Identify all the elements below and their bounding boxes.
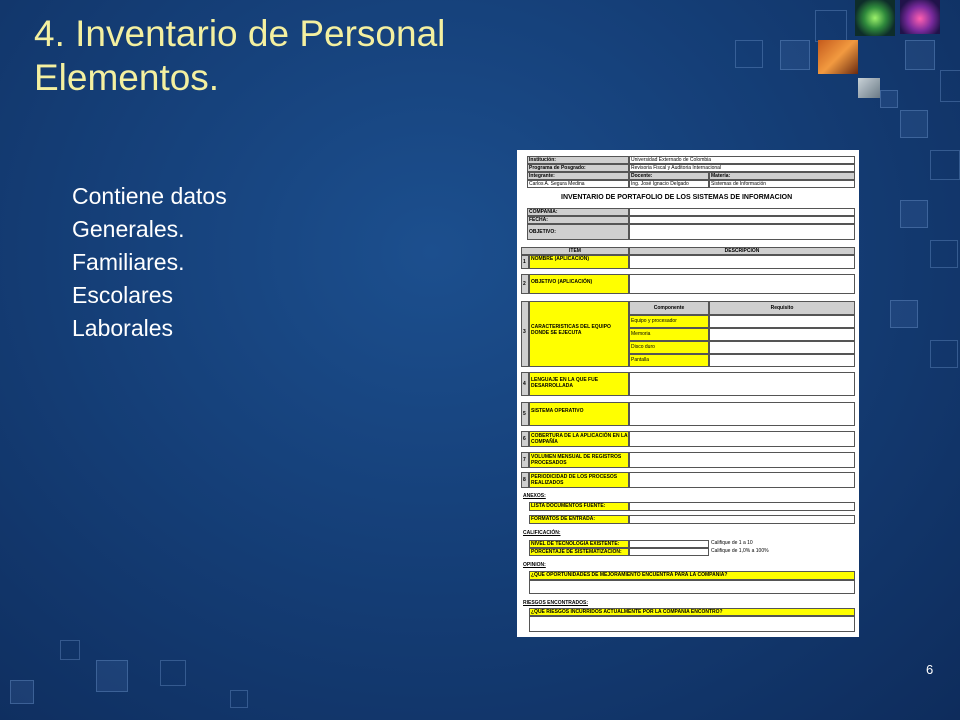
opinion-field bbox=[529, 580, 855, 594]
label-compania: COMPAÑÍA: bbox=[527, 208, 629, 216]
nivel-tec-note: Califique de 1 a 10 bbox=[711, 540, 753, 546]
item-field bbox=[629, 372, 855, 396]
decorative-photo-keyboard bbox=[818, 40, 858, 74]
deco-square bbox=[780, 40, 810, 70]
calificacion-label: CALIFICACIÓN: bbox=[523, 530, 561, 536]
lista-docs-field bbox=[629, 502, 855, 511]
item-field bbox=[629, 274, 855, 294]
value-integrante: Carlos A. Segura Medina bbox=[527, 180, 629, 188]
deco-square bbox=[890, 300, 918, 328]
deco-square bbox=[96, 660, 128, 692]
requisito-field bbox=[709, 341, 855, 354]
item-label: SISTEMA OPERATIVO bbox=[529, 402, 629, 426]
label-institucion: Institución: bbox=[527, 156, 629, 164]
bullet-list bbox=[72, 180, 227, 345]
item-label bbox=[529, 301, 629, 367]
item-label: NOMBRE (APLICACIÓN) bbox=[529, 255, 629, 269]
deco-square bbox=[880, 90, 898, 108]
item-label-line: COBERTURA DE LA APLICACIÓN EN LA bbox=[531, 433, 628, 439]
anexos-label: ANEXOS: bbox=[523, 493, 546, 499]
riesgos-question: ¿QUE RIESGOS INCURRIDOS ACTUALMENTE POR LA COMPAÑÍA ENCONTRO? bbox=[529, 608, 855, 616]
riesgos-label: RIESGOS ENCONTRADOS: bbox=[523, 600, 589, 606]
deco-square bbox=[930, 340, 958, 368]
item-number: 2 bbox=[521, 274, 529, 294]
label-fecha: FECHA: bbox=[527, 216, 629, 224]
deco-square bbox=[930, 150, 960, 180]
item-field bbox=[629, 472, 855, 488]
header-item: ITEM bbox=[521, 247, 629, 255]
field-compania bbox=[629, 208, 855, 216]
deco-square bbox=[900, 110, 928, 138]
label-objetivo: OBJETIVO: bbox=[527, 224, 629, 240]
component-label: Equipo y procesador bbox=[629, 315, 709, 328]
component-label: Memoria bbox=[629, 328, 709, 341]
value-institucion: Universidad Externado de Colombia bbox=[629, 156, 855, 164]
opinion-question: ¿QUE OPORTUNIDADES DE MEJORAMIENTO ENCUENTRA PARA LA COMPAÑÍA? bbox=[529, 571, 855, 580]
bullet-item: Contiene datos bbox=[72, 183, 227, 209]
item-label: OBJETIVO (APLICACIÓN) bbox=[529, 274, 629, 294]
item-label-line: PROCESADOS bbox=[531, 460, 567, 466]
item-label bbox=[529, 452, 629, 468]
porcentaje-field bbox=[629, 548, 709, 556]
item-label-line: DESARROLLADA bbox=[531, 383, 573, 389]
nivel-tec-field bbox=[629, 540, 709, 548]
deco-square bbox=[160, 660, 186, 686]
value-programa: Revisoria Fiscal y Auditoria Internacional bbox=[629, 164, 855, 172]
deco-square bbox=[735, 40, 763, 68]
formatos-field bbox=[629, 515, 855, 524]
item-field bbox=[629, 255, 855, 269]
bullet-item: Laborales bbox=[72, 315, 174, 341]
label-programa: Programa de Posgrado: bbox=[527, 164, 629, 172]
riesgos-field bbox=[529, 616, 855, 632]
item-number: 6 bbox=[521, 431, 529, 447]
label-integrante: Integrante: bbox=[527, 172, 629, 180]
item-label-line: CARACTERISTICAS DEL EQUIPO bbox=[531, 324, 611, 330]
deco-square bbox=[905, 40, 935, 70]
opinion-label: OPINION: bbox=[523, 562, 546, 568]
component-label: Pantalla bbox=[629, 354, 709, 367]
item-number: 3 bbox=[521, 301, 529, 367]
item-number: 5 bbox=[521, 402, 529, 426]
deco-square bbox=[900, 200, 928, 228]
item-label-line: REALIZADOS bbox=[531, 480, 564, 486]
formatos-label: FORMATOS DE ENTRADA: bbox=[529, 515, 629, 524]
label-materia: Materia: bbox=[709, 172, 855, 180]
item-field bbox=[629, 452, 855, 468]
requisito-field bbox=[709, 328, 855, 341]
bullet-item: Generales. bbox=[72, 216, 185, 242]
item-number: 8 bbox=[521, 472, 529, 488]
bullet-item: Familiares. bbox=[72, 249, 185, 275]
slide-number: 6 bbox=[926, 662, 934, 677]
title-line-2: Elementos. bbox=[34, 57, 220, 98]
deco-square bbox=[940, 70, 960, 102]
header-requisito: Requisito bbox=[709, 301, 855, 315]
item-label bbox=[529, 472, 629, 488]
item-label-line: DONDE SE EJECUTA bbox=[531, 330, 582, 336]
item-field bbox=[629, 402, 855, 426]
item-number: 4 bbox=[521, 372, 529, 396]
deco-square bbox=[230, 690, 248, 708]
deco-square bbox=[815, 10, 847, 42]
nivel-tec-label: NIVEL DE TECNOLOGIA EXISTENTE: bbox=[529, 540, 629, 548]
decorative-photo-gray bbox=[858, 78, 880, 98]
porcentaje-note: Califique de 1,0% a 100% bbox=[711, 548, 769, 554]
bullet-item: Escolares bbox=[72, 282, 173, 308]
item-label-line: COMPAÑÍA bbox=[531, 439, 558, 445]
header-descripcion: DESCRIPCION bbox=[629, 247, 855, 255]
slide-title bbox=[34, 12, 445, 100]
decorative-photo-purple bbox=[900, 0, 940, 34]
item-label-line: VOLUMEN MENSUAL DE REGISTROS bbox=[531, 454, 622, 460]
header-componente: Componente bbox=[629, 301, 709, 315]
item-label bbox=[529, 431, 629, 447]
item-label-line: LENGUAJE EN LA QUE FUE bbox=[531, 377, 599, 383]
requisito-field bbox=[709, 354, 855, 367]
requisito-field bbox=[709, 315, 855, 328]
value-docente: Ing. José Ignacio Delgado bbox=[629, 180, 709, 188]
deco-square bbox=[10, 680, 34, 704]
item-label-line: PERIODICIDAD DE LOS PROCESOS bbox=[531, 474, 618, 480]
item-number: 7 bbox=[521, 452, 529, 468]
item-label bbox=[529, 372, 629, 396]
value-materia: Sistemas de Información bbox=[709, 180, 855, 188]
deco-square bbox=[930, 240, 958, 268]
field-objetivo bbox=[629, 224, 855, 240]
form-document-image bbox=[517, 150, 859, 637]
component-label: Disco duro bbox=[629, 341, 709, 354]
field-fecha bbox=[629, 216, 855, 224]
porcentaje-label: PORCENTAJE DE SISTEMATIZACION: bbox=[529, 548, 629, 556]
item-field bbox=[629, 431, 855, 447]
item-number: 1 bbox=[521, 255, 529, 269]
lista-docs-label: LISTA DOCUMENTOS FUENTE: bbox=[529, 502, 629, 511]
title-line-1: 4. Inventario de Personal bbox=[34, 13, 446, 54]
form-title: INVENTARIO DE PORTAFOLIO DE LOS SISTEMAS DE INFORMACION bbox=[561, 194, 793, 201]
label-docente: Docente: bbox=[629, 172, 709, 180]
decorative-photo-green bbox=[855, 0, 895, 36]
deco-square bbox=[60, 640, 80, 660]
